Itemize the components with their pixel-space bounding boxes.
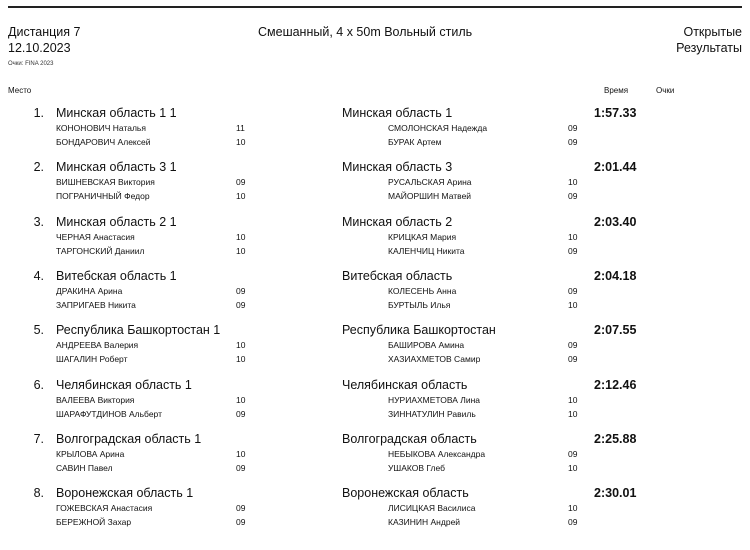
swimmer-name: КОЛЕСЕНЬ Анна: [388, 285, 457, 296]
swimmer-name: ТАРГОНСКИЙ Даниил: [56, 245, 145, 256]
result-time: 2:01.44: [594, 160, 637, 175]
swimmer-name: ЧЕРНАЯ Анастасия: [56, 231, 135, 242]
swimmer-name: МАЙОРШИН Матвей: [388, 191, 472, 202]
result-time: 2:03.40: [594, 214, 637, 229]
swimmer-age: 10: [236, 191, 246, 202]
result-time: 2:30.01: [594, 486, 637, 501]
swimmer-age: 10: [236, 394, 246, 405]
swimmer-name: КОНОНОВИЧ Наталья: [56, 123, 146, 133]
swimmer-name: УШАКОВ Глеб: [388, 462, 445, 473]
swimmer-age: 10: [568, 299, 578, 310]
swimmer-name: БОНДАРОВИЧ Алексей: [56, 137, 151, 147]
result-entry: [0, 486, 750, 540]
swimmer-name: БЕРЕЖНОЙ Захар: [56, 517, 132, 528]
swimmer-age: 10: [236, 448, 246, 459]
column-place: Место: [8, 86, 32, 95]
place-number: 6.: [33, 377, 44, 392]
swimmer-age: 09: [568, 245, 578, 256]
status-results: Результаты: [676, 41, 742, 55]
result-entry: [0, 378, 750, 432]
swimmer-age: 09: [568, 517, 578, 528]
status-open: Открытые: [683, 25, 742, 39]
swimmer-name: САВИН Павел: [56, 462, 113, 473]
swimmer-name: ГОЖЕВСКАЯ Анастасия: [56, 503, 153, 514]
swimmer-name: СМОЛОНСКАЯ Надежда: [388, 123, 488, 133]
result-entry: [0, 215, 750, 269]
swimmer-age: 09: [568, 340, 578, 351]
swimmer-age: 09: [568, 354, 578, 365]
swimmer-age: 10: [568, 462, 578, 473]
swimmer-age: 09: [236, 299, 246, 310]
swimmer-age: 10: [236, 245, 246, 256]
swimmer-name: КРИЦКАЯ Мария: [388, 231, 457, 242]
result-entry: [0, 269, 750, 323]
place-number: 1.: [33, 106, 44, 120]
swimmer-name: АНДРЕЕВА Валерия: [56, 340, 139, 351]
swimmer-age: 09: [568, 448, 578, 459]
relay-team-name: Минская область 1: [342, 106, 453, 120]
swimmer-age: 10: [568, 503, 578, 514]
column-time: Время: [604, 86, 629, 95]
swimmer-age: 10: [568, 408, 578, 419]
relay-team-name: Челябинская область: [342, 377, 468, 392]
place-number: 5.: [33, 323, 44, 338]
swimmer-name: КАЗИНИН Андрей: [388, 517, 461, 528]
swimmer-name: РУСАЛЬСКАЯ Арина: [388, 177, 472, 188]
swimmer-name: ШАРАФУТДИНОВ Альберт: [56, 408, 162, 419]
swimmer-age: 10: [236, 354, 246, 365]
relay-team-name: Воронежская область: [342, 486, 469, 501]
swimmer-age: 10: [236, 340, 246, 351]
swimmer-name: БАШИРОВА Амина: [388, 340, 465, 351]
swimmer-name: НЕБЫКОВА Александра: [388, 448, 486, 459]
result-time: 1:57.33: [594, 106, 637, 120]
swimmer-age: 09: [568, 123, 578, 133]
team-name: Минская область 3 1: [56, 160, 177, 175]
swimmer-age: 10: [568, 394, 578, 405]
team-name: Минская область 2 1: [56, 214, 177, 229]
swimmer-name: ЗАПРИГАЕВ Никита: [56, 299, 136, 310]
relay-team-name: Волгоградская область: [342, 431, 477, 446]
swimmer-name: ДРАКИНА Арина: [56, 285, 123, 296]
swimmer-age: 09: [568, 285, 578, 296]
result-time: 2:25.88: [594, 431, 637, 446]
top-rule: [8, 6, 742, 8]
swimmer-name: ПОГРАНИЧНЫЙ Федор: [56, 191, 150, 202]
team-name: Воронежская область 1: [56, 486, 194, 501]
swimmer-age: 10: [236, 231, 246, 242]
swimmer-age: 09: [236, 285, 246, 296]
swimmer-age: 09: [236, 177, 246, 188]
relay-team-name: Витебская область: [342, 268, 453, 283]
points-note: Очки: FINA 2023: [8, 61, 54, 67]
swimmer-name: ВАЛЕЕВА Виктория: [56, 394, 135, 405]
swimmer-age: 09: [236, 408, 246, 419]
team-name: Витебская область 1: [56, 268, 177, 283]
team-name: Минская область 1 1: [56, 106, 177, 120]
result-time: 2:07.55: [594, 323, 637, 338]
result-entry: [0, 106, 750, 160]
swimmer-age: 10: [236, 137, 246, 147]
swimmer-name: НУРИАХМЕТОВА Лина: [388, 394, 480, 405]
swimmer-age: 09: [568, 137, 578, 147]
event-date: 12.10.2023: [8, 41, 71, 55]
result-time: 2:04.18: [594, 268, 637, 283]
swimmer-name: КРЫЛОВА Арина: [56, 448, 125, 459]
column-points: Очки: [656, 86, 675, 95]
place-number: 7.: [33, 431, 44, 446]
team-name: Волгоградская область 1: [56, 431, 202, 446]
relay-team-name: Минская область 3: [342, 160, 453, 175]
swimmer-name: ШАГАЛИН Роберт: [56, 354, 128, 365]
swimmer-age: 09: [568, 191, 578, 202]
swimmer-name: ХАЗИАХМЕТОВ Самир: [388, 354, 481, 365]
relay-team-name: Минская область 2: [342, 214, 453, 229]
swimmer-name: КАЛЕНЧИЦ Никита: [388, 245, 465, 256]
team-name: Республика Башкортостан 1: [56, 323, 221, 338]
result-entry: [0, 323, 750, 377]
place-number: 4.: [33, 268, 44, 283]
place-number: 3.: [33, 214, 44, 229]
swimmer-age: 09: [236, 517, 246, 528]
swimmer-age: 10: [568, 231, 578, 242]
result-entry: [0, 160, 750, 214]
relay-team-name: Республика Башкортостан: [342, 323, 496, 338]
swimmer-name: ВИШНЕВСКАЯ Виктория: [56, 177, 155, 188]
event-title: Смешанный, 4 x 50m Вольный стиль: [258, 25, 473, 39]
distance-label: Дистанция 7: [8, 25, 81, 39]
place-number: 2.: [33, 160, 44, 175]
team-name: Челябинская область 1: [56, 377, 192, 392]
swimmer-age: 09: [236, 462, 246, 473]
swimmer-name: ЛИСИЦКАЯ Василиса: [388, 503, 476, 514]
result-time: 2:12.46: [594, 377, 637, 392]
swimmer-age: 11: [236, 123, 245, 133]
swimmer-name: ЗИННАТУЛИН Равиль: [388, 408, 476, 419]
place-number: 8.: [33, 486, 44, 501]
swimmer-name: БУРТЫЛЬ Илья: [388, 299, 451, 310]
swimmer-age: 10: [568, 177, 578, 188]
swimmer-name: БУРАК Артем: [388, 137, 442, 147]
result-entry: [0, 432, 750, 486]
swimmer-age: 09: [236, 503, 246, 514]
